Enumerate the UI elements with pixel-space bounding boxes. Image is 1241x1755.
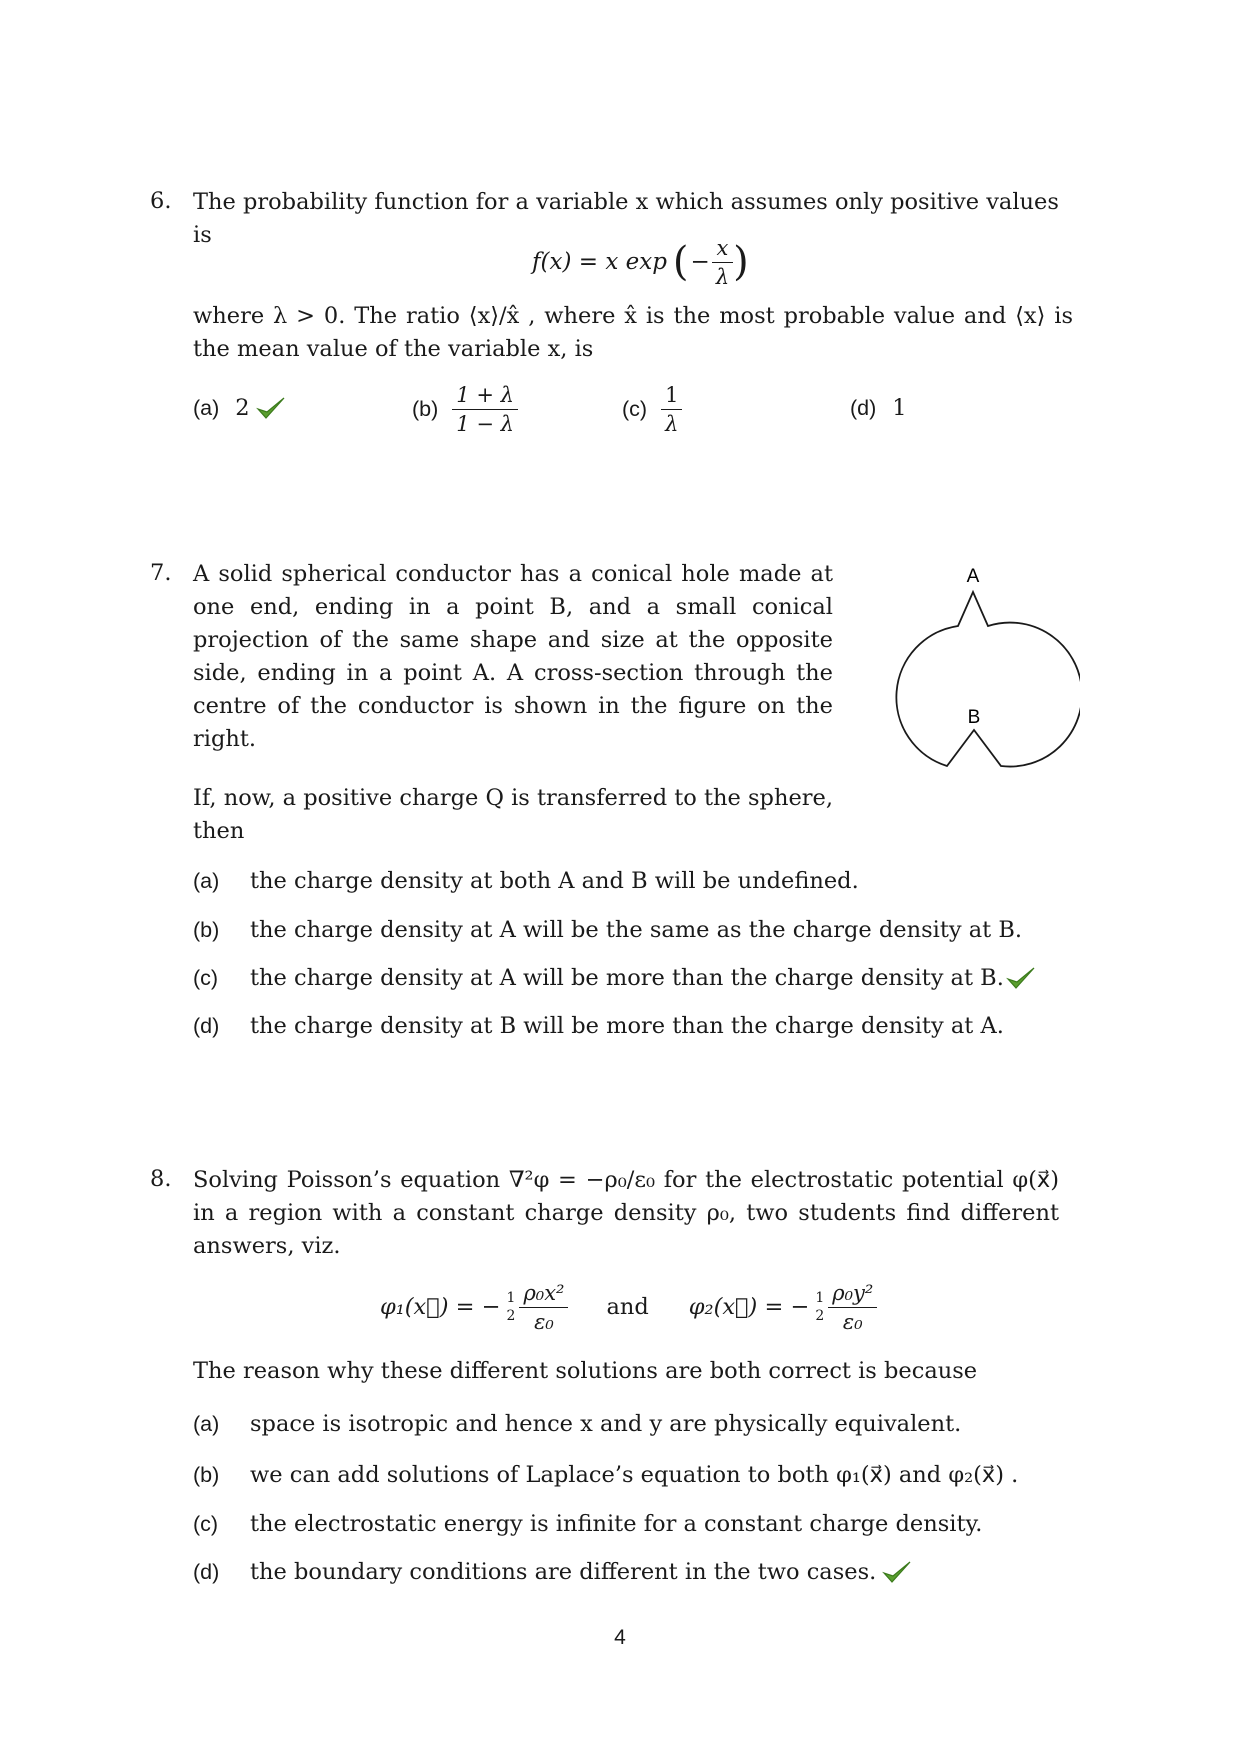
q6-option-d-value: 1 <box>892 395 907 421</box>
q7-paragraph <box>193 558 833 756</box>
q6-formula <box>532 232 749 292</box>
q7-option-d[interactable] <box>193 1009 1004 1043</box>
q8-eq2-half-den: 2 <box>815 1308 825 1324</box>
q8-option-d[interactable] <box>193 1555 912 1589</box>
q8-number: 8. <box>150 1166 172 1192</box>
q7-line: A solid spherical conductor has a conical hole made at <box>193 561 833 587</box>
q8-eq1-half-den: 2 <box>506 1308 516 1324</box>
q8-eq1-num: ρ₀x² <box>519 1281 568 1308</box>
q6-option-c[interactable] <box>622 380 682 438</box>
checkmark-icon <box>256 395 286 421</box>
q6-option-c-num: 1 <box>661 383 682 410</box>
q8-option-d-label: (d) <box>193 1559 220 1584</box>
q7-option-b[interactable] <box>193 913 1022 947</box>
q8-line: Solving Poisson’s equation ∇²φ = −ρ₀/ε₀ for the electrostatic potential φ(x⃗) <box>193 1167 1059 1193</box>
q6-paren-close: ) <box>733 239 749 285</box>
q6-formula-lhs: f(x) = x exp <box>532 249 667 275</box>
q6-option-a[interactable] <box>193 393 286 423</box>
q7-line: centre of the conductor is shown in the figure on the <box>193 693 833 719</box>
q7-option-c-text: the charge density at A will be more than the charge density at B. <box>250 965 1004 991</box>
q7-line: side, ending in a point A. A cross-section through the <box>193 660 833 686</box>
q8-reason: The reason why these different solutions are both correct is because <box>193 1358 978 1384</box>
q8-eq2-num: ρ₀y² <box>828 1281 877 1308</box>
q8-eq2-fraction <box>828 1281 877 1334</box>
q7-option-b-text: the charge density at A will be the same as the charge density at B. <box>250 917 1023 943</box>
q7-option-a[interactable] <box>193 864 859 898</box>
q8-eq2-half-num: 1 <box>815 1290 825 1306</box>
q8-option-b-text: we can add solutions of Laplace’s equation to both φ₁(x⃗) and φ₂(x⃗) . <box>250 1462 1019 1488</box>
q8-paragraph <box>193 1164 1059 1263</box>
q8-eq1-lhs: φ₁(x⃗) = − <box>380 1294 501 1320</box>
q6-option-b-num: 1 + λ <box>452 383 518 410</box>
q7-paragraph-2 <box>193 782 833 848</box>
q6-line3: the mean value of the variable x, is <box>193 336 594 362</box>
q6-number: 6. <box>150 188 172 214</box>
q8-eq1-half-num: 1 <box>506 1290 516 1306</box>
q7-line: then <box>193 818 245 844</box>
q6-formula-den: λ <box>715 264 730 289</box>
q7-line: If, now, a positive charge Q is transferred to the sphere, <box>193 785 833 811</box>
q6-line1: The probability function for a variable x which assumes only positive values is <box>193 189 1059 248</box>
q8-option-c-text: the electrostatic energy is infinite for a constant charge density. <box>250 1511 983 1537</box>
checkmark-icon <box>882 1559 912 1585</box>
q6-minus: − <box>690 249 710 275</box>
q6-option-c-den: λ <box>665 411 679 436</box>
q6-paren-open: ( <box>672 239 689 285</box>
q7-option-a-text: the charge density at both A and B will be undefined. <box>250 868 859 894</box>
q7-option-c-label: (c) <box>193 965 219 990</box>
q6-option-b-fraction <box>452 383 518 436</box>
q8-line: answers, viz. <box>193 1233 341 1259</box>
q6-option-d-label: (d) <box>850 395 877 420</box>
q6-option-b-label: (b) <box>412 396 439 421</box>
q8-eq2-lhs: φ₂(x⃗) = − <box>688 1294 810 1320</box>
page-number: 4 <box>614 1626 626 1649</box>
q8-option-b-label: (b) <box>193 1462 220 1487</box>
q8-option-c[interactable] <box>193 1507 982 1541</box>
q8-option-a[interactable] <box>193 1407 961 1441</box>
q8-line: in a region with a constant charge density ρ₀, two students find different <box>193 1200 1059 1226</box>
q6-formula-num: x <box>712 236 733 263</box>
q7-option-c[interactable] <box>193 961 1036 995</box>
q7-option-d-text: the charge density at B will be more than the charge density at A. <box>250 1013 1004 1039</box>
q6-option-c-fraction <box>661 383 682 436</box>
q6-line2: where λ > 0. The ratio ⟨x⟩/x̂ , where x̂ is the most probable value and ⟨x⟩ is <box>193 303 1073 329</box>
q8-eq1-half <box>503 1290 520 1324</box>
q8-eq1-den: ε₀ <box>534 1309 554 1334</box>
figure-label-b: B <box>967 707 981 728</box>
q6-formula-fraction <box>712 236 733 289</box>
q7-option-b-label: (b) <box>193 917 220 942</box>
q8-eq1-fraction <box>519 1281 568 1334</box>
q7-number: 7. <box>150 560 172 586</box>
q8-option-a-text: space is isotropic and hence x and y are physically equivalent. <box>250 1411 962 1437</box>
q8-option-b[interactable] <box>193 1458 1018 1492</box>
q6-option-c-label: (c) <box>622 396 648 421</box>
q8-equations <box>380 1272 877 1342</box>
q7-line: right. <box>193 726 257 752</box>
q7-line: one end, ending in a point B, and a small conical <box>193 594 833 620</box>
q8-option-a-label: (a) <box>193 1411 220 1436</box>
q8-eq-and: and <box>606 1294 649 1320</box>
q7-option-d-label: (d) <box>193 1013 220 1038</box>
figure-label-a: A <box>966 566 980 587</box>
q7-option-a-label: (a) <box>193 868 220 893</box>
q8-eq2-den: ε₀ <box>842 1309 863 1334</box>
q8-option-d-text: the boundary conditions are different in the two cases. <box>250 1559 877 1585</box>
conductor-cross-section-figure <box>880 555 1080 780</box>
q6-option-b[interactable] <box>412 380 518 438</box>
q6-option-d[interactable] <box>850 393 907 423</box>
q8-eq2-half <box>811 1290 828 1324</box>
q6-option-a-value: 2 <box>235 395 250 421</box>
q6-option-a-label: (a) <box>193 395 220 420</box>
checkmark-icon <box>1006 965 1036 991</box>
q8-option-c-label: (c) <box>193 1511 219 1536</box>
q6-option-b-den: 1 − λ <box>456 411 514 436</box>
q7-line: projection of the same shape and size at the opposite <box>193 627 833 653</box>
